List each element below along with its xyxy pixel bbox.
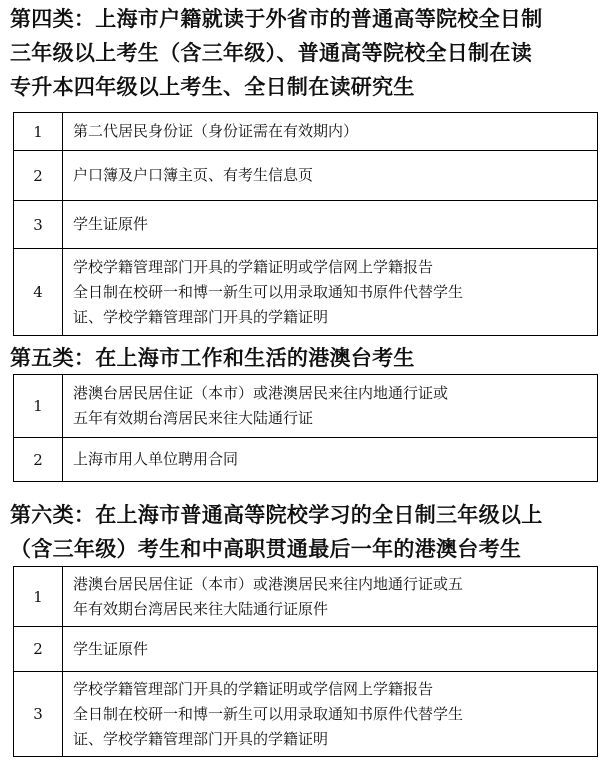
heading-line: 三年级以上考生（含三年级）、普通高等院校全日制在读 (10, 41, 532, 65)
row-number: 2 (14, 151, 63, 201)
row-text-line: 全日制在校研一和博一新生可以用录取通知书原件代替学生 (73, 704, 464, 723)
row-number: 3 (14, 201, 63, 249)
row-text (63, 438, 598, 482)
table-row (14, 151, 598, 201)
row-text (63, 567, 598, 627)
table-row (14, 375, 598, 438)
row-text (63, 201, 598, 249)
table-row (14, 113, 598, 151)
table-row (14, 672, 598, 757)
table-row (14, 438, 598, 482)
row-number: 1 (14, 375, 63, 438)
row-number: 2 (14, 627, 63, 672)
row-text-line: 年有效期台湾居民来往大陆通行证原件 (73, 599, 329, 618)
row-text-line: 证、学校学籍管理部门开具的学籍证明 (73, 729, 329, 748)
row-text-line: 学校学籍管理部门开具的学籍证明或学信网上学籍报告 (73, 257, 434, 276)
row-number: 1 (14, 567, 63, 627)
row-text-line: 港澳台居民居住证（本市）或港澳居民来往内地通行证或 (73, 384, 449, 402)
row-text-line: 户口簿及户口簿主页、有考生信息页 (73, 166, 314, 184)
heading-line: （含三年级）考生和中高职贯通最后一年的港澳台考生 (10, 537, 522, 561)
row-text-line: 全日制在校研一和博一新生可以用录取通知书原件代替学生 (73, 282, 464, 301)
section-5-table (13, 374, 598, 482)
heading-line: 专升本四年级以上考生、全日制在读研究生 (10, 75, 415, 99)
row-number: 4 (14, 249, 63, 336)
heading-line: 第六类：在上海市普通高等院校学习的全日制三年级以上 (10, 503, 543, 527)
row-text-line: 证、学校学籍管理部门开具的学籍证明 (73, 307, 329, 326)
row-text-line: 五年有效期台湾居民来往大陆通行证 (73, 409, 314, 427)
row-number: 3 (14, 672, 63, 757)
section-4-table (13, 112, 598, 336)
row-number: 2 (14, 438, 63, 482)
row-text (63, 627, 598, 672)
row-number: 1 (14, 113, 63, 151)
heading-line: 第五类：在上海市工作和生活的港澳台考生 (10, 346, 415, 370)
table-row (14, 201, 598, 249)
section-6-heading (0, 498, 549, 566)
table-row (14, 567, 598, 627)
table-row (14, 627, 598, 672)
row-text (63, 151, 598, 201)
table-row (14, 249, 598, 336)
row-text-line: 学校学籍管理部门开具的学籍证明或学信网上学籍报告 (73, 679, 434, 698)
section-5-heading (0, 341, 421, 375)
row-text (63, 672, 598, 757)
row-text-line: 上海市用人单位聘用合同 (73, 450, 239, 468)
row-text (63, 375, 598, 438)
row-text (63, 249, 598, 336)
row-text-line: 第二代居民身份证（身份证需在有效期内） (73, 122, 359, 140)
section-6-table (13, 566, 598, 757)
row-text (63, 113, 598, 151)
row-text-line: 学生证原件 (73, 215, 149, 233)
heading-line: 第四类：上海市户籍就读于外省市的普通高等院校全日制 (10, 7, 543, 31)
row-text-line: 学生证原件 (73, 639, 149, 658)
row-text-line: 港澳台居民居住证（本市）或港澳居民来往内地通行证或五 (73, 574, 464, 593)
section-4-heading (0, 2, 549, 104)
